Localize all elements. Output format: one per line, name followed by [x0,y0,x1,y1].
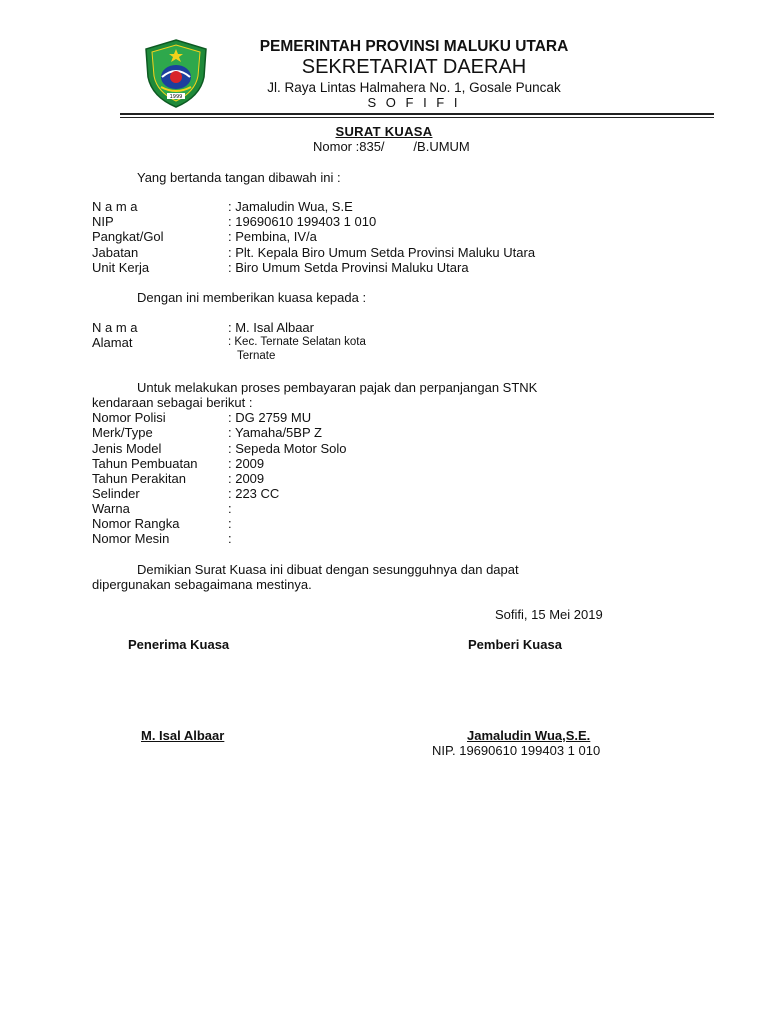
grantor-value: : Plt. Kepala Biro Umum Setda Provinsi Maluku Utara [228,245,536,260]
vehicle-label: Nomor Rangka [92,516,180,531]
letterhead-city: S O F I F I [367,95,461,110]
place-date: Sofifi, 15 Mei 2019 [495,607,603,622]
grantee-name-value: : M. Isal Albaar [228,320,314,335]
purpose-text-line2: kendaraan sebagai berikut : [92,395,253,410]
vehicle-label: Nomor Mesin [92,531,170,546]
grantor-label: Jabatan [92,245,139,260]
grantee-address-value: : Kec. Ternate Selatan kota [228,336,366,348]
grantor-value: : 19690610 199403 1 010 [228,214,377,229]
vehicle-value: : [228,516,232,531]
grantor-label: NIP [92,214,114,229]
vehicle-label: Tahun Perakitan [92,471,186,486]
grantee-address-label: Alamat [92,335,133,350]
intro-text: Yang bertanda tangan dibawah ini : [137,170,341,185]
grantor-value: : Pembina, IV/a [228,229,317,244]
vehicle-label: Tahun Pembuatan [92,456,198,471]
signature-role-grantee: Penerima Kuasa [128,637,230,652]
vehicle-label: Warna [92,501,130,516]
vehicle-label: Nomor Polisi [92,410,166,425]
vehicle-value: : Yamaha/5BP Z [228,425,322,440]
vehicle-value: : 2009 [228,456,265,471]
document-title: SURAT KUASA [335,124,433,139]
letterhead-government: PEMERINTAH PROVINSI MALUKU UTARA [259,38,569,55]
vehicle-value: : [228,531,232,546]
vehicle-label: Selinder [92,486,140,501]
grantee-address-value-line2: Ternate [237,350,276,362]
vehicle-label: Merk/Type [92,425,153,440]
signature-name-grantee: M. Isal Albaar [141,728,225,743]
letterhead-divider-thin [120,117,714,118]
closing-text-line1: Demikian Surat Kuasa ini dibuat dengan sesungguhnya dan dapat [137,562,519,577]
emblem-year: 1999 [169,94,183,100]
vehicle-value: : 2009 [228,471,265,486]
closing-text-line2: dipergunakan sebagaimana mestinya. [92,577,312,592]
grantor-label: Pangkat/Gol [92,229,164,244]
signature-nip-grantor: NIP. 19690610 199403 1 010 [432,743,601,758]
vehicle-label: Jenis Model [92,441,162,456]
grantor-value: : Biro Umum Setda Provinsi Maluku Utara [228,260,469,275]
grantor-value: : Jamaludin Wua, S.E [228,199,353,214]
purpose-text-line1: Untuk melakukan proses pembayaran pajak dan perpanjangan STNK [137,380,538,395]
grantor-label: Unit Kerja [92,260,150,275]
kuasa-intro-text: Dengan ini memberikan kuasa kepada : [137,290,367,305]
letterhead-secretariat: SEKRETARIAT DAERAH [301,56,527,78]
grantor-label: N a m a [92,199,138,214]
document-number: Nomor :835/ /B.UMUM [313,139,470,154]
signature-role-grantor: Pemberi Kuasa [468,637,562,652]
vehicle-value: : 223 CC [228,486,280,501]
letterhead-address: Jl. Raya Lintas Halmahera No. 1, Gosale Puncak [267,80,561,95]
grantee-name-label: N a m a [92,320,138,335]
signature-name-grantor: Jamaludin Wua,S.E. [467,728,591,743]
vehicle-value: : DG 2759 MU [228,410,312,425]
vehicle-value: : Sepeda Motor Solo [228,441,347,456]
letterhead-divider-thick [120,113,714,115]
vehicle-value: : [228,501,232,516]
